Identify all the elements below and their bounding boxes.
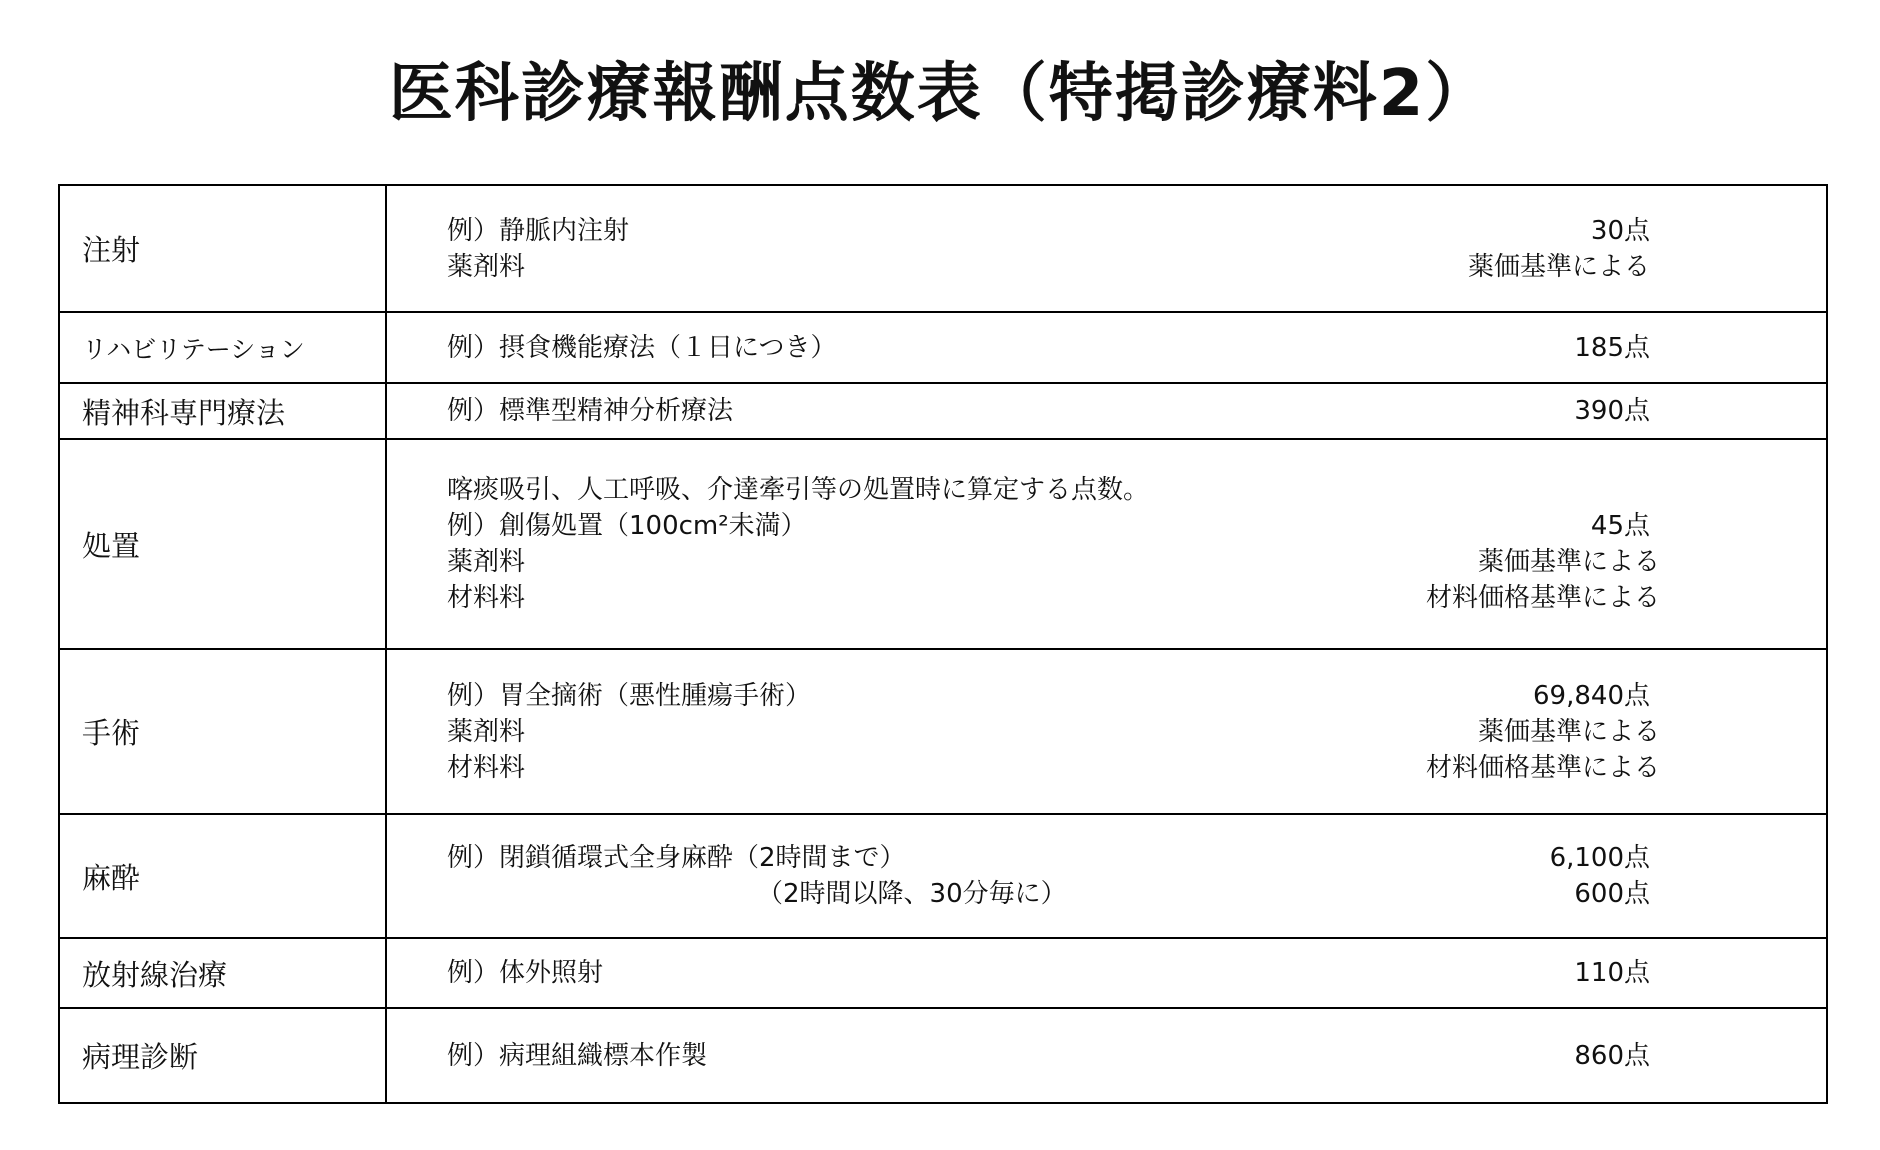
item-label: 例）閉鎖循環式全身麻酔（2時間まで） — [447, 843, 906, 873]
category-cell: 手術 — [59, 649, 386, 814]
table-row — [59, 312, 1827, 383]
item-value: 110点 — [1574, 958, 1650, 988]
item-value: 材料価格基準による — [1425, 583, 1660, 613]
item-label: 薬剤料 — [447, 547, 526, 577]
item-label: 例）静脈内注射 — [447, 215, 630, 246]
item-value: 390点 — [1574, 396, 1650, 426]
category-cell: 処置 — [59, 439, 386, 649]
detail-cell — [386, 1008, 1827, 1103]
detail-line — [447, 876, 1650, 912]
table-row — [59, 439, 1827, 649]
category-cell: 麻酔 — [59, 814, 386, 938]
detail-line — [447, 1038, 1650, 1074]
table-row — [59, 185, 1827, 312]
item-value: 30点 — [1590, 215, 1650, 246]
item-value: 薬価基準による — [1467, 251, 1650, 282]
detail-cell — [386, 439, 1827, 649]
detail-cell — [386, 649, 1827, 814]
table-row — [59, 649, 1827, 814]
item-value: 600点 — [1574, 879, 1650, 909]
item-value: 185点 — [1574, 332, 1650, 363]
detail-line — [447, 714, 1660, 750]
item-value: 6,100点 — [1549, 843, 1650, 873]
item-value: 薬価基準による — [1477, 547, 1660, 577]
page-title: 医科診療報酬点数表（特掲診療料2） — [388, 57, 1492, 131]
item-label: 例）標準型精神分析療法 — [447, 396, 734, 426]
item-label: 喀痰吸引、人工呼吸、介達牽引等の処置時に算定する点数。 — [447, 475, 1150, 505]
detail-line — [447, 544, 1660, 580]
item-label: 例）創傷処置（100cm²未満） — [447, 511, 807, 541]
item-value: 69,840点 — [1533, 680, 1650, 711]
item-label: 材料料 — [447, 583, 526, 613]
item-label: 薬剤料 — [447, 716, 526, 747]
table-row — [59, 938, 1827, 1008]
item-value: 45点 — [1590, 511, 1650, 541]
category-cell: 病理診断 — [59, 1008, 386, 1103]
detail-line — [447, 213, 1650, 249]
detail-line — [447, 508, 1650, 544]
detail-line — [447, 840, 1650, 876]
item-label: 例）胃全摘術（悪性腫瘍手術） — [447, 680, 812, 711]
detail-cell — [386, 185, 1827, 312]
item-value: 材料価格基準による — [1425, 752, 1660, 783]
detail-cell — [386, 383, 1827, 439]
item-label: （2時間以降、30分毎に） — [757, 879, 1067, 909]
fee-table — [58, 184, 1828, 1104]
category-cell: リハビリテーション — [59, 312, 386, 383]
detail-line — [447, 955, 1650, 991]
detail-line — [447, 330, 1650, 366]
detail-cell — [386, 814, 1827, 938]
detail-line — [447, 750, 1660, 786]
detail-line — [447, 393, 1650, 429]
item-label: 例）体外照射 — [447, 958, 604, 988]
detail-cell — [386, 312, 1827, 383]
detail-line — [447, 249, 1650, 285]
item-label: 薬剤料 — [447, 251, 526, 282]
item-label: 例）病理組織標本作製 — [447, 1040, 708, 1071]
item-label: 材料料 — [447, 752, 526, 783]
category-cell: 精神科専門療法 — [59, 383, 386, 439]
table-row — [59, 383, 1827, 439]
table-row — [59, 1008, 1827, 1103]
detail-cell — [386, 938, 1827, 1008]
detail-line — [447, 580, 1660, 616]
item-value: 860点 — [1574, 1040, 1650, 1071]
table-row — [59, 814, 1827, 938]
item-value: 薬価基準による — [1477, 716, 1660, 747]
item-label: 例）摂食機能療法（１日につき） — [447, 332, 837, 363]
category-cell: 放射線治療 — [59, 938, 386, 1008]
category-cell: 注射 — [59, 185, 386, 312]
detail-line — [447, 472, 1650, 508]
detail-line — [447, 678, 1650, 714]
